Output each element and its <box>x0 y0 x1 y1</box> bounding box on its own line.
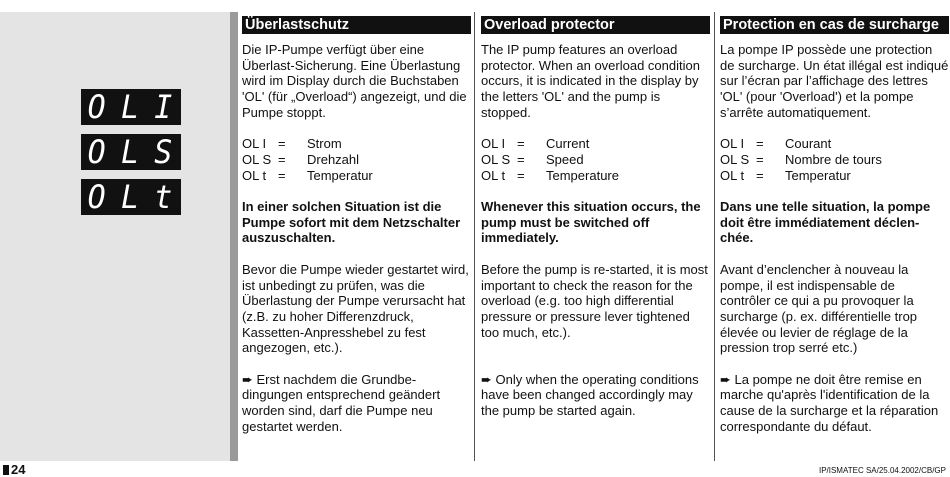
code-row <box>481 152 710 168</box>
code: OL S <box>720 151 750 167</box>
intro-text: The IP pump features an overload protector. When an overload condition occurs, it is indicated in the display by the letters 'OL' and the pump is stopped. <box>481 42 700 120</box>
code-row <box>720 168 949 184</box>
equals: = <box>278 151 286 167</box>
separator-bar <box>230 12 238 461</box>
warning-text: Whenever this situation occurs, the pump must be switched off immediately. <box>481 199 701 246</box>
section-title: Überlastschutz <box>242 16 471 34</box>
meaning: Courant <box>785 136 832 152</box>
display-ol-t <box>81 179 181 215</box>
warning-text: In einer solchen Situation ist die Pumpe sofort mit dem Netzschalter auszuschalten. <box>242 199 461 246</box>
restart-text: ➨ Erst nachdem die Grundbe-dingungen entsprechend geändert worden sind, darf die Pumpe neu gestartet werden. <box>242 371 441 434</box>
restart-text: ➨ La pompe ne doit être remise en marche qu'après l'identification de la cause de la surcharge et la réparation correspondante du défaut. <box>720 371 939 434</box>
meaning: Temperature <box>546 167 619 183</box>
column-divider <box>714 12 715 461</box>
meaning: Speed <box>546 151 584 167</box>
display-char: I <box>154 88 175 126</box>
code: OL I <box>720 136 745 152</box>
body-text: Avant d’enclencher à nouveau la pompe, il est indispensable de contrôler ce qui a pu provoquer la surcharge (p. ex. différentielle trop élevée ou levier de réglage de la pression trop serré etc.) <box>720 261 918 356</box>
column-english <box>481 16 710 419</box>
meaning: Drehzahl <box>307 151 360 167</box>
code-row <box>481 168 710 184</box>
restart-text: ➨ Only when the operating conditions have been changed accordingly may the pump be started again. <box>481 371 699 419</box>
display-char: S <box>154 133 175 171</box>
meaning: Strom <box>307 136 342 152</box>
code: OL t <box>242 167 267 183</box>
display-ol-i <box>81 89 181 125</box>
equals: = <box>517 151 525 167</box>
equals: = <box>278 167 286 183</box>
equals: = <box>517 167 525 183</box>
column-german <box>242 16 471 435</box>
code: OL S <box>481 151 511 167</box>
display-char: L <box>120 178 142 216</box>
section-title: Protection en cas de surcharge <box>720 16 949 34</box>
code: OL S <box>242 151 272 167</box>
display-char: L <box>120 88 142 126</box>
code-row <box>481 136 710 152</box>
code-row <box>720 136 949 152</box>
body-text: Before the pump is re-started, it is most important to check the reason for the overload (e.g. too high differential pressure or pressure lever tightened too much, etc.). <box>481 261 708 340</box>
display-char: O <box>87 133 108 171</box>
intro-text: La pompe IP possède une protection de surcharge. Un état illégal est indiqué sur l’écran par l’affichage des lettres 'OL' (pour 'Overload') et la pompe s’arrête automatiquement. <box>720 42 949 120</box>
equals: = <box>517 136 525 152</box>
code-row <box>720 152 949 168</box>
display-char: O <box>87 178 108 216</box>
section-title: Overload protector <box>481 16 710 34</box>
body-text: Bevor die Pumpe wieder gestartet wird, ist unbedingt zu prüfen, was die Überlastung der Pumpe verursacht hat (z.B. zu hoher Differenzdruck, Kassetten-Anpresshebel zu fest angezogen, etc.). <box>242 261 469 356</box>
display-char: t <box>154 178 175 216</box>
equals: = <box>278 136 286 152</box>
display-ol-s <box>81 134 181 170</box>
page-number <box>3 462 25 477</box>
column-french <box>720 16 949 435</box>
meaning: Nombre de tours <box>785 151 882 167</box>
intro-text: Die IP-Pumpe verfügt über eine Überlast-Sicherung. Eine Überlastung wird im Display durch die Buchstaben 'OL' (für „Overload“) angezeigt, und die Pumpe stoppt. <box>242 42 467 120</box>
column-divider <box>474 12 475 461</box>
footer-reference: IP/ISMATEC SA/25.04.2002/CB/GP <box>818 466 946 475</box>
display-char: O <box>87 88 108 126</box>
equals: = <box>756 167 764 183</box>
page-marker <box>3 465 9 475</box>
page-number-text: 24 <box>11 462 26 477</box>
meaning: Temperatur <box>785 167 851 183</box>
equals: = <box>756 151 764 167</box>
code: OL t <box>481 167 506 183</box>
code-row <box>242 136 471 152</box>
display-char: L <box>120 133 142 171</box>
meaning: Current <box>546 136 590 152</box>
code: OL I <box>481 136 506 152</box>
equals: = <box>756 136 764 152</box>
code-row <box>242 152 471 168</box>
code-row <box>242 168 471 184</box>
code: OL I <box>242 136 267 152</box>
display-panel <box>0 12 230 461</box>
warning-text: Dans une telle situation, la pompe doit être immédiatement déclen-chée. <box>720 199 931 246</box>
code: OL t <box>720 167 745 183</box>
meaning: Temperatur <box>307 167 373 183</box>
